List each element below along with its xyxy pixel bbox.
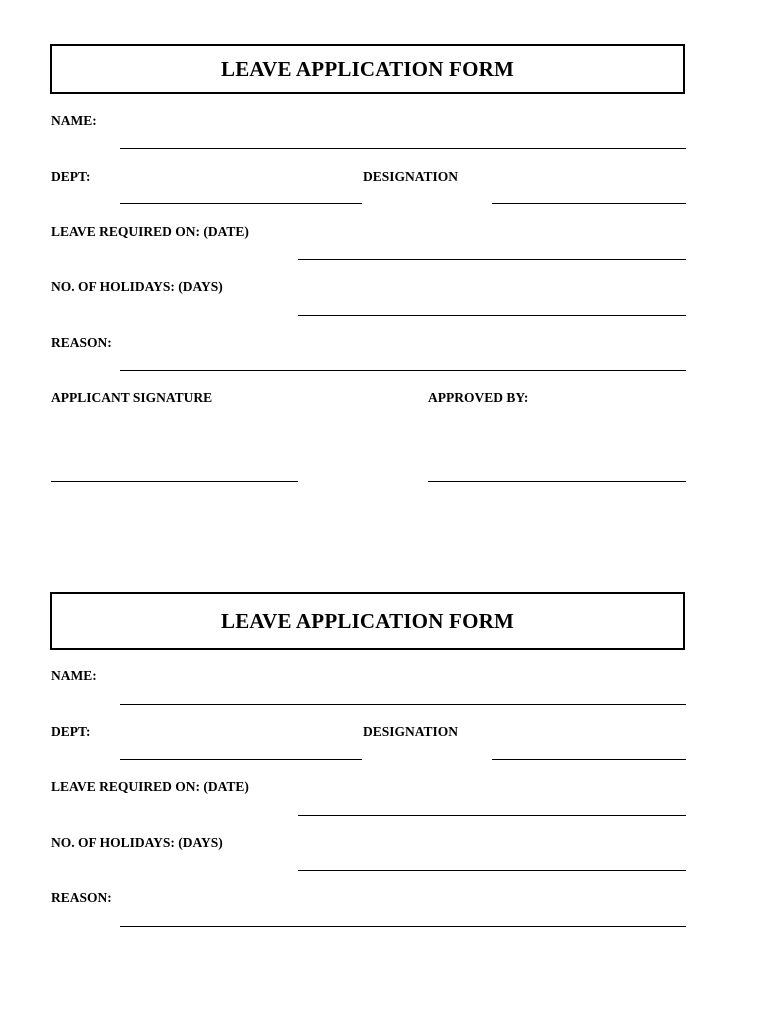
form1-approved-label: APPROVED BY: [428, 390, 529, 405]
form2-dept-field[interactable] [120, 759, 362, 760]
form1-reason-label: REASON: [51, 335, 112, 350]
form1-dept-label: DEPT: [51, 169, 91, 184]
form1-dept-field[interactable] [120, 203, 362, 204]
form2-holidays-label: NO. OF HOLIDAYS: (DAYS) [51, 835, 223, 850]
form1-holidays-label: NO. OF HOLIDAYS: (DAYS) [51, 279, 223, 294]
form2-designation-label: DESIGNATION [363, 724, 459, 739]
form2-name-field[interactable] [120, 704, 686, 705]
form1-title [50, 44, 685, 94]
form1-leave-date-field[interactable] [298, 259, 686, 260]
form2-designation-field[interactable] [492, 759, 686, 760]
form1-signature-label: APPLICANT SIGNATURE [51, 390, 213, 405]
form1-signature-field[interactable] [51, 481, 298, 482]
form1-designation-field[interactable] [492, 203, 686, 204]
form1-approved-field[interactable] [428, 481, 686, 482]
form1-name-label: NAME: [51, 113, 97, 128]
form1-title-text: LEAVE APPLICATION FORM [221, 56, 514, 81]
form2-name-label: NAME: [51, 668, 97, 683]
form1-leave-date-label: LEAVE REQUIRED ON: (DATE) [51, 224, 249, 239]
form2-leave-date-label: LEAVE REQUIRED ON: (DATE) [51, 779, 249, 794]
form2-holidays-field[interactable] [298, 870, 686, 871]
form2-title-text: LEAVE APPLICATION FORM [221, 608, 514, 633]
form2-reason-label: REASON: [51, 890, 112, 905]
form2-reason-field[interactable] [120, 926, 686, 927]
form2-leave-date-field[interactable] [298, 815, 686, 816]
form2-title [50, 592, 685, 650]
form2-dept-label: DEPT: [51, 724, 91, 739]
form1-holidays-field[interactable] [298, 315, 686, 316]
form1-name-field[interactable] [120, 148, 686, 149]
form1-designation-label: DESIGNATION [363, 169, 459, 184]
form1-reason-field[interactable] [120, 370, 686, 371]
